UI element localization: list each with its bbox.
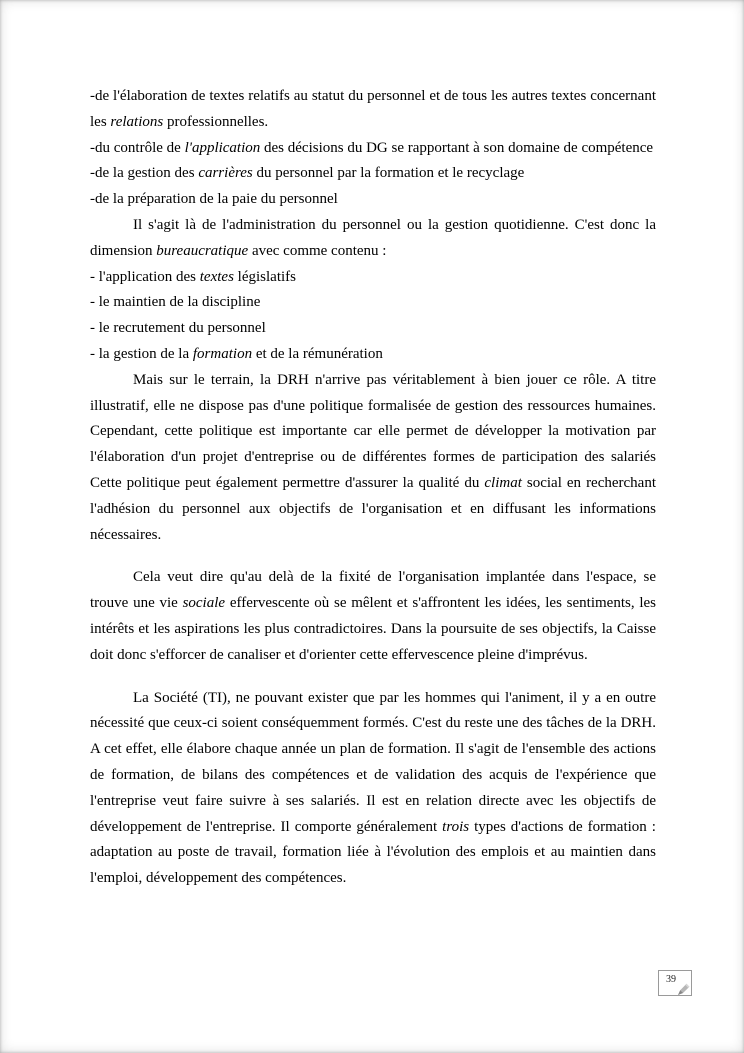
paragraph: -de l'élaboration de textes relatifs au statut du personnel et de tous les autres textes concernant les relations professionnelles. bbox=[90, 88, 656, 130]
paragraph: -du contrôle de l'application des décisions du DG se rapportant à son domaine de compétence bbox=[90, 139, 654, 156]
paragraph: -de la gestion des carrières du personnel par la formation et le recyclage bbox=[90, 165, 525, 182]
paragraph: La Société (TI), ne pouvant exister que par les hommes qui l'animent, il y a en outre nécessité que ceux-ci soient conséquemment formés. C'est du reste une des tâches de la DRH. A cet effet, elle élabore chaque année un plan de formation. Il s'agit de l'ensemble des actions de formation, de bilans des compétences et de validation des acquis de l'expérience que l'entreprise veut faire suivre à ses salariés. Il est en relation directe avec les objectifs de développement de l'entreprise. Il comporte généralement trois types d'actions de formation : adaptation au poste de travail, formation liée à l'évolution des emplois et au maintien dans l'emploi, développement des compétences. bbox=[90, 689, 656, 887]
pencil-icon bbox=[677, 982, 691, 996]
text-content bbox=[90, 84, 656, 892]
paragraph: - le maintien de la discipline bbox=[90, 294, 261, 311]
paragraph: Cela veut dire qu'au delà de la fixité de l'organisation implantée dans l'espace, se trouve une vie sociale effervescente où se mêlent et s'affrontent les idées, les sentiments, les intérêts et les aspirations les plus contradictoires. Dans la poursuite de ses objectifs, la Caisse doit donc s'efforcer de canaliser et d'orienter cette effervescence pleine d'imprévus. bbox=[90, 569, 656, 663]
page-number: 39 bbox=[666, 974, 676, 985]
paragraph: Mais sur le terrain, la DRH n'arrive pas véritablement à bien jouer ce rôle. A titre illustratif, elle ne dispose pas d'une politique formalisée de gestion des ressources humaines. Cependant, cette politique est importante car elle permet de développer la motivation par l'élaboration d'un projet d'entreprise ou de différentes formes de participation des salariés Cette politique peut également permettre d'assurer la qualité du climat social en recherchant l'adhésion du personnel aux objectifs de l'organisation et en diffusant les informations nécessaires. bbox=[90, 371, 657, 543]
paragraph: -de la préparation de la paie du personnel bbox=[90, 191, 338, 208]
page-number-field[interactable] bbox=[658, 970, 692, 996]
paragraph: - l'application des textes législatifs bbox=[90, 268, 296, 285]
paragraph: - la gestion de la formation et de la rémunération bbox=[90, 345, 383, 362]
paragraph: Il s'agit là de l'administration du personnel ou la gestion quotidienne. C'est donc la dimension bureaucratique avec comme contenu : bbox=[90, 216, 656, 259]
paragraph: - le recrutement du personnel bbox=[90, 320, 266, 337]
